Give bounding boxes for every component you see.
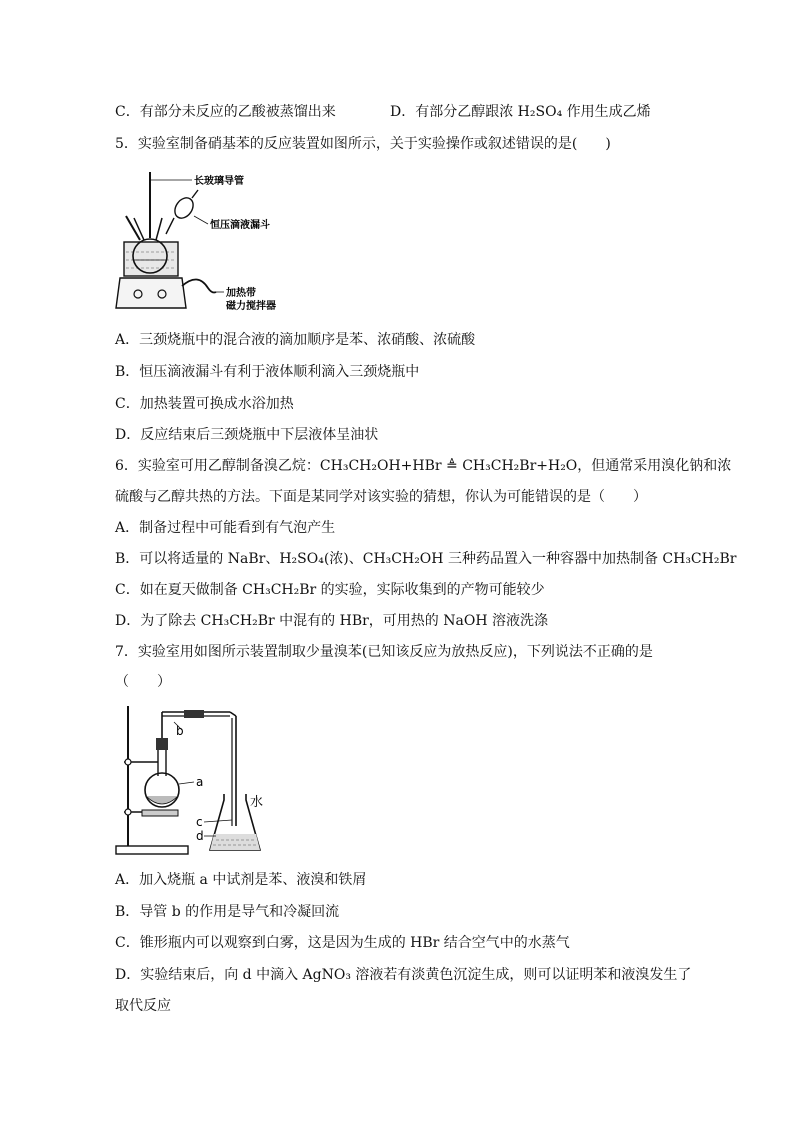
q7-stem-line2: （ ） (115, 674, 171, 690)
q4-option-d: D．有部分乙醇跟浓 H₂SO₄ 作用生成乙烯 (390, 104, 651, 120)
q7-stem-line1: 7．实验室用如图所示装置制取少量溴苯(已知该反应为放热反应)，下列说法不正确的是 (115, 644, 653, 660)
q5-option-d: D．反应结束后三颈烧瓶中下层液体呈油状 (115, 427, 379, 443)
q4-option-c: C．有部分未反应的乙酸被蒸馏出来 (115, 104, 336, 120)
q5-option-a: A．三颈烧瓶中的混合液的滴加顺序是苯、浓硝酸、浓硫酸 (115, 332, 476, 348)
label-heater-2: 磁力搅拌器 (226, 301, 276, 312)
q5-stem: 5．实验室制备硝基苯的反应装置如图所示，关于实验操作或叙述错误的是( ) (115, 136, 611, 152)
q6-option-b: B．可以将适量的 NaBr、H₂SO₄(浓)、CH₃CH₂OH 三种药品置入一种容器中加热制备 CH₃CH₂Br (115, 551, 737, 567)
label-water: 水 (250, 795, 264, 810)
label-long-tube: 长玻璃导管 (194, 176, 244, 187)
q7-option-b: B．导管 b 的作用是导气和冷凝回流 (115, 904, 340, 920)
q7-option-d: D．实验结束后，向 d 中滴入 AgNO₃ 溶液若有淡黄色沉淀生成，则可以证明苯和液溴发生了 (115, 967, 692, 983)
q7-option-d-continued: 取代反应 (115, 998, 171, 1014)
label-d: d (196, 829, 204, 843)
q5-apparatus-figure (112, 168, 292, 318)
label-b: b (176, 724, 184, 738)
label-c: c (196, 815, 203, 829)
q6-stem-line2: 硫酸与乙醇共热的方法。下面是某同学对该实验的猜想，你认为可能错误的是（ ） (115, 489, 647, 505)
q6-option-c: C．如在夏天做制备 CH₃CH₂Br 的实验，实际收集到的产物可能较少 (115, 582, 545, 598)
q6-stem-line1: 6．实验室可用乙醇制备溴乙烷：CH₃CH₂OH+HBr ≜ CH₃CH₂Br+H₂O，但通常采用溴化钠和浓 (115, 458, 732, 474)
q6-option-a: A．制备过程中可能看到有气泡产生 (115, 520, 336, 536)
q7-option-c: C．锥形瓶内可以观察到白雾，这是因为生成的 HBr 结合空气中的水蒸气 (115, 935, 570, 951)
label-heater-1: 加热带 (226, 288, 256, 299)
q5-option-c: C．加热装置可换成水浴加热 (115, 396, 294, 412)
q6-option-d: D．为了除去 CH₃CH₂Br 中混有的 HBr，可用热的 NaOH 溶液洗涤 (115, 613, 548, 629)
label-funnel: 恒压滴液漏斗 (210, 220, 270, 231)
label-a: a (196, 775, 204, 789)
q5-option-b: B．恒压滴液漏斗有利于液体顺利滴入三颈烧瓶中 (115, 364, 420, 380)
q7-option-a: A．加入烧瓶 a 中试剂是苯、液溴和铁屑 (115, 872, 367, 888)
q7-apparatus-figure (112, 702, 272, 862)
